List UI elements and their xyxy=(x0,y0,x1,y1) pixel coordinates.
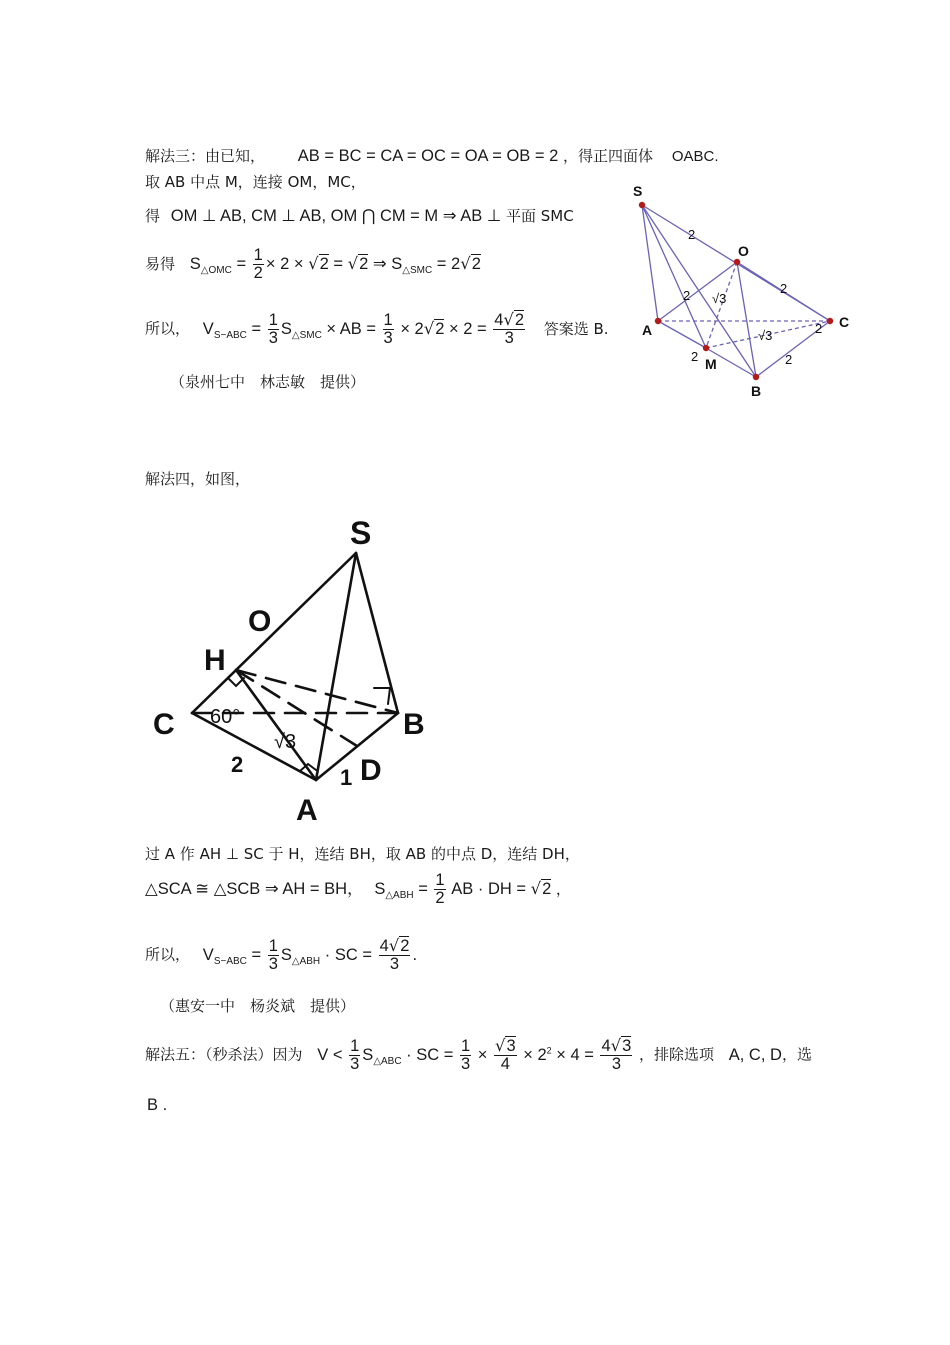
edge-len-ac: 2 xyxy=(815,321,823,336)
method4-title: 解法四，如图， xyxy=(145,470,251,488)
method4-credit: （惠安一中 杨炎斌 提供） xyxy=(160,997,356,1015)
congruence-statement: △SCA ≅ △SCB ⇒ AH = BH， xyxy=(145,880,364,899)
regular-tetra-text: ，得正四面体 xyxy=(563,147,654,165)
times-ab: × AB = xyxy=(321,319,381,338)
point-a xyxy=(655,318,661,324)
label-a: A xyxy=(642,322,653,338)
fraction-sqrt3-over-4: $\frac{√3}{4}$ xyxy=(494,1036,516,1074)
label-h: H xyxy=(204,644,226,677)
area-subscript: △ABH xyxy=(385,890,414,902)
sqrt-radicand: 2 xyxy=(435,319,445,338)
times-sc: · SC = xyxy=(401,1045,458,1064)
method5-line1 xyxy=(145,1037,812,1074)
fraction-half: $\frac{1}{2}$ xyxy=(435,871,445,908)
sqrt-radicand: 2 xyxy=(471,255,481,274)
length-ad: 1 xyxy=(340,765,353,790)
equals: = xyxy=(413,880,433,899)
tetrahedron-figure-1 xyxy=(620,175,860,405)
angle-label: 60° xyxy=(210,706,241,728)
tetrahedron-figure-2 xyxy=(140,508,450,828)
point-c xyxy=(827,318,833,324)
fraction-third: $\frac{1}{3}$ xyxy=(383,310,393,347)
choose-text: ，选 xyxy=(781,1045,812,1064)
label-c: C xyxy=(839,314,850,330)
label-d: D xyxy=(360,754,382,787)
text-yide: 易得 xyxy=(145,255,176,274)
label-o: O xyxy=(248,605,272,638)
edge-len-so: 2 xyxy=(688,227,696,242)
right-angle-b xyxy=(374,688,390,704)
fraction-third: $\frac{1}{3}$ xyxy=(268,936,278,973)
method3-credit: （泉州七中 林志敏 提供） xyxy=(170,373,366,391)
label-o: O xyxy=(738,243,749,259)
edge-len-am: 2 xyxy=(691,349,699,364)
volume-subscript: S−ABC xyxy=(213,955,247,967)
label-m: M xyxy=(705,356,717,372)
area-subscript: △ABC xyxy=(373,1055,402,1067)
times-four: × 4 = xyxy=(551,1045,599,1064)
equal-edges-equation: AB = BC = CA = OC = OA = OB = 2 xyxy=(297,147,559,165)
sqrt-mark-om: √3 xyxy=(712,291,727,306)
sqrt-mark-ah: √3 xyxy=(274,731,297,753)
point-o xyxy=(734,259,740,265)
perpendicular-relations: OM ⊥ AB, CM ⊥ AB, OM ⋂ CM = M ⇒ AB ⊥ xyxy=(170,207,502,225)
volume-subscript: S−ABC xyxy=(213,329,247,341)
implies-arrow: ⇒ xyxy=(368,255,392,274)
plane-smc-text: 平面 SMC xyxy=(505,207,574,225)
text-suoyi: 所以， xyxy=(145,945,191,964)
times-sc: · SC = xyxy=(320,945,377,964)
point-m xyxy=(703,345,709,351)
volume-symbol: V xyxy=(202,319,214,338)
text-suoyi: 所以， xyxy=(145,319,191,338)
times-two: × 2 × xyxy=(265,255,309,274)
times-two: × 2 xyxy=(518,1045,547,1064)
method3-line2: 取 AB 中点 M，连接 OM，MC， xyxy=(145,173,366,191)
method3-line5: 所以， $V_{S-ABC}$ = $\frac{1}{3}$ $S_{\triangle SMC}$ × AB = $\frac{1}{3}$ × 2√2 × 2 = $\frac{4√2}{3}$ 答案选 B. xyxy=(145,310,609,348)
method4-line1: 过 A 作 AH ⊥ SC 于 H，连结 BH，取 AB 的中点 D，连结 DH， xyxy=(145,845,580,863)
segment-hd-hidden xyxy=(236,670,357,746)
area-subscript: △SMC xyxy=(291,329,322,341)
answer-text: 答案选 B. xyxy=(543,319,609,338)
comma: ， xyxy=(555,880,571,899)
equals-two: = 2 xyxy=(432,255,461,274)
exclude-text: ，排除选项 xyxy=(638,1045,714,1064)
area-subscript: △OMC xyxy=(200,265,232,277)
method3-line3 xyxy=(145,205,574,226)
fraction-result: $\frac{4√3}{3}$ xyxy=(601,1036,632,1074)
edge-ob xyxy=(737,262,756,377)
fraction-third: $\frac{1}{3}$ xyxy=(350,1036,360,1073)
right-angle-h xyxy=(228,678,244,686)
fraction-third: $\frac{1}{3}$ xyxy=(268,310,278,347)
times: × xyxy=(473,1045,492,1064)
label-c: C xyxy=(153,708,175,741)
method3-line4: 易得 $S_{\triangle OMC}$ = $\frac{1}{2}$ × 2 × √2 = √2 ⇒ $S_{\triangle SMC} = 2√2$ xyxy=(145,246,481,283)
area-subscript: △ABH xyxy=(291,955,321,967)
excluded-options: A, C, D xyxy=(728,1045,782,1064)
label-b: B xyxy=(403,708,425,741)
sqrt-mark-mc: √3 xyxy=(758,328,773,343)
fraction-half: $\frac{1}{2}$ xyxy=(253,246,263,283)
area-symbol: S xyxy=(374,880,386,899)
equals: = xyxy=(246,945,266,964)
fraction-third: $\frac{1}{3}$ xyxy=(460,1036,471,1073)
area-subscript: △SMC xyxy=(402,265,433,277)
point-b xyxy=(753,374,759,380)
equals: = xyxy=(236,255,247,274)
area-symbol: S xyxy=(362,1045,374,1064)
volume-symbol: V xyxy=(202,945,214,964)
method4-line2: △SCA ≅ △SCB ⇒ AH = BH， $S_{\triangle ABH}$ = $\frac{1}{2}$ AB · DH = √2 ， xyxy=(145,871,571,908)
method4-line3 xyxy=(145,937,417,974)
edge-len-oc: 2 xyxy=(780,281,788,296)
edge-am xyxy=(658,321,706,348)
method5-label: 解法五：（秒杀法）因为 xyxy=(145,1045,303,1064)
equals: = xyxy=(246,319,266,338)
edge-len-ao: 2 xyxy=(683,288,691,303)
label-b: B xyxy=(751,383,762,399)
sqrt-radicand: 2 xyxy=(319,255,329,274)
method3-line1 xyxy=(145,145,719,166)
times-two-equals: × 2 = xyxy=(444,319,492,338)
sqrt-radicand: 2 xyxy=(542,880,552,899)
text-de: 得 xyxy=(145,207,161,225)
length-ca: 2 xyxy=(231,752,244,777)
method3-label: 解法三：由已知， xyxy=(145,147,266,165)
equals: = xyxy=(328,255,348,274)
fraction-result: $\frac{4√2}{3}$ xyxy=(494,310,525,348)
area-symbol: S xyxy=(280,945,292,964)
edge-len-bc: 2 xyxy=(785,352,793,367)
volume-inequality: V < xyxy=(317,1045,348,1064)
period: . xyxy=(412,945,418,964)
ab-dh-product: AB · DH = xyxy=(447,880,531,899)
point-s xyxy=(639,202,645,208)
sqrt-radicand: 2 xyxy=(359,255,369,274)
area-symbol: S xyxy=(280,319,292,338)
label-a: A xyxy=(296,794,318,827)
method5-answer: B . xyxy=(147,1096,168,1114)
fraction-result: $\frac{4√2}{3}$ xyxy=(379,936,410,974)
segment-ha xyxy=(236,670,316,780)
label-s: S xyxy=(633,183,643,199)
tetra-name: OABC. xyxy=(671,148,719,165)
area-symbol: S xyxy=(189,255,201,274)
area-symbol: S xyxy=(391,255,403,274)
exponent: 2 xyxy=(546,1045,552,1056)
times-two: × 2 xyxy=(395,319,424,338)
label-s: S xyxy=(350,515,372,551)
segment-hb-hidden xyxy=(236,670,398,713)
